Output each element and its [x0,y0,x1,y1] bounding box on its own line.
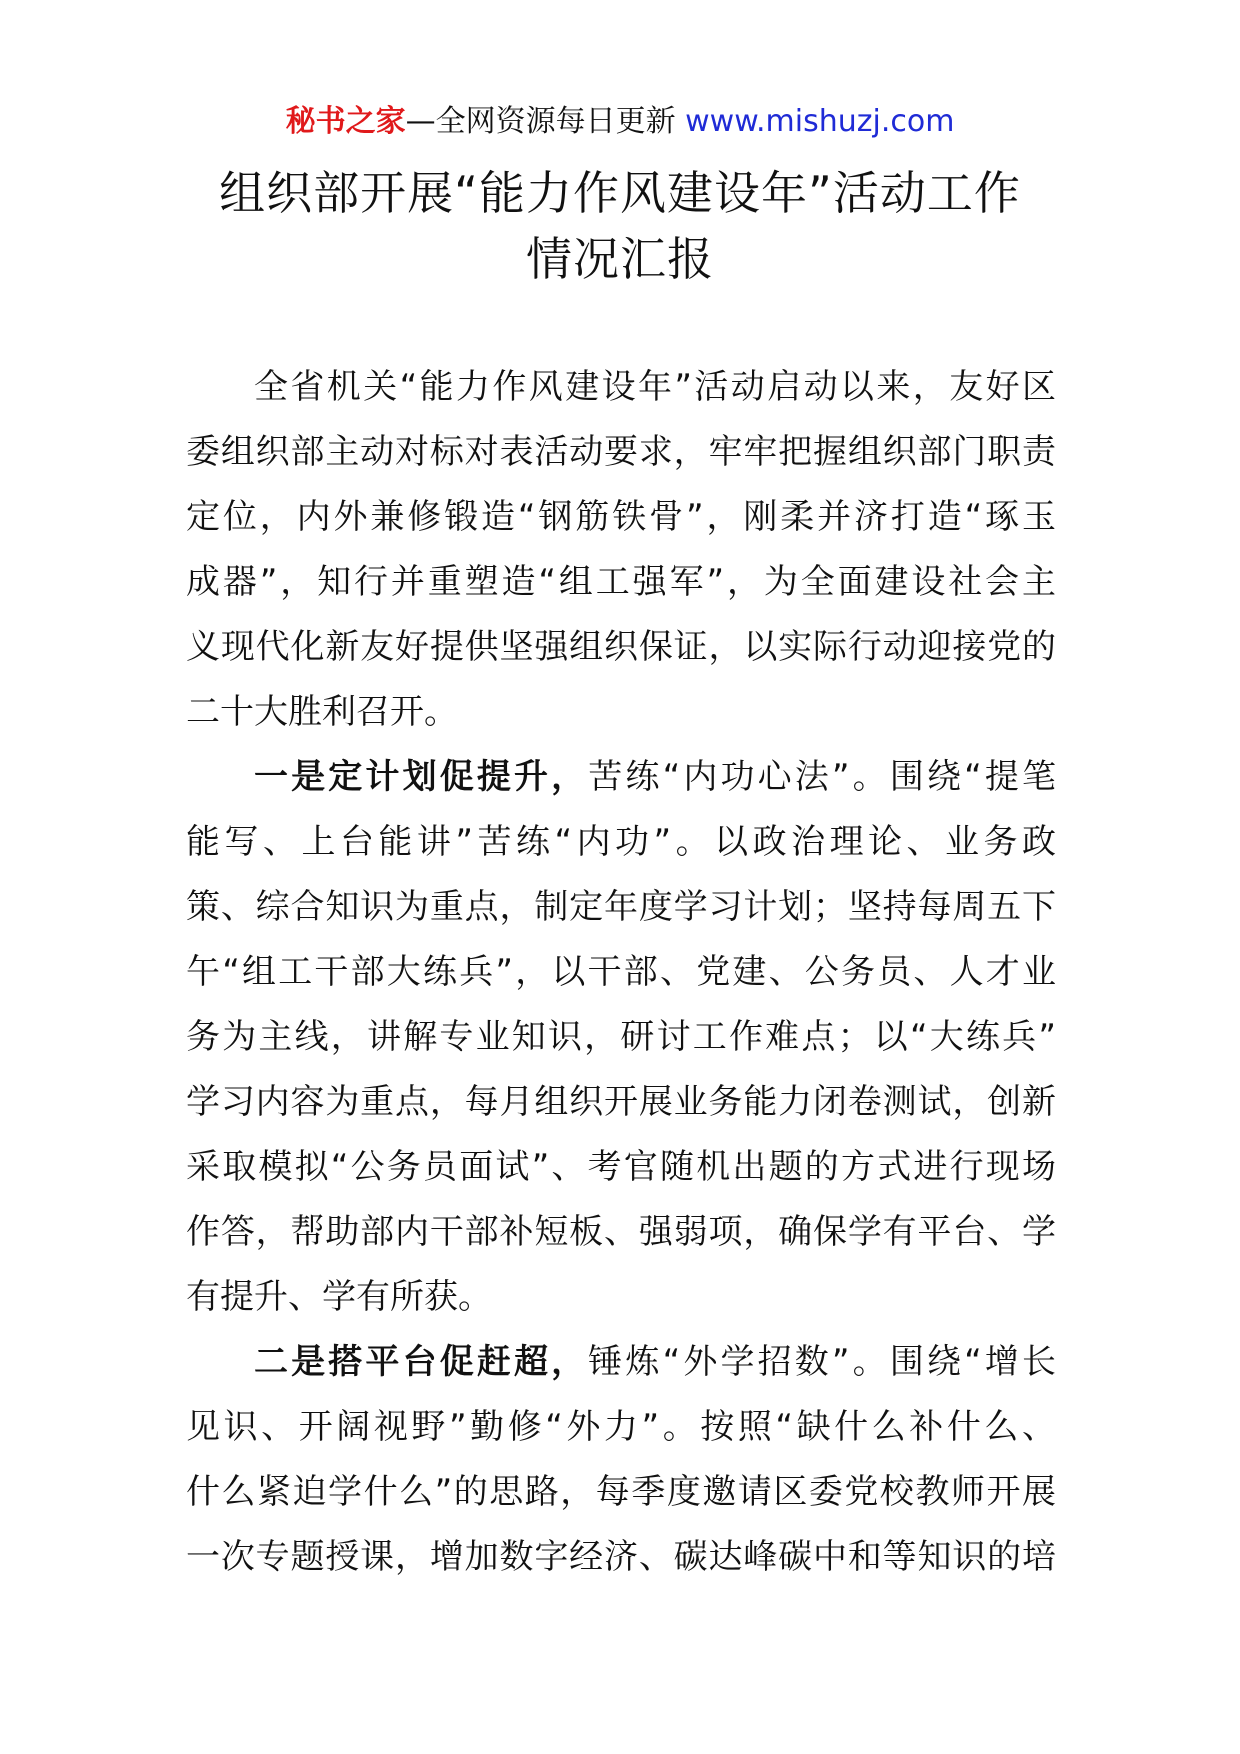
paragraph-line: 学习内容为重点，每月组织开展业务能力闭卷测试，创新 [186,1082,1056,1122]
paragraph-line: 全省机关“能力作风建设年”活动启动以来，友好区 [254,367,1056,407]
paragraph-line: 能写、上台能讲”苦练“内功”。以政治理论、业务政 [186,822,1056,862]
paragraph-section-two [186,1330,1056,1590]
section-lead-rest: 苦练“内功心法”。围绕“提笔 [588,757,1057,797]
paragraph-line: 二十大胜利召开。 [186,692,458,732]
section-lead-heading: 一是定计划促提升， [254,757,589,797]
title-line-2: 情况汇报 [526,232,714,286]
paragraph-line: 见识、开阔视野”勤修“外力”。按照“缺什么补什么、 [186,1407,1056,1447]
paragraph-first-line [186,1330,1056,1395]
paragraph-line: 有提升、学有所获。 [186,1277,492,1317]
paragraph-line: 务为主线，讲解专业知识，研讨工作难点；以“大练兵” [186,1017,1056,1057]
site-header [0,100,1240,144]
paragraph-line: 策、综合知识为重点，制定年度学习计划；坚持每周五下 [186,887,1056,927]
header-slogan: —全网资源每日更新 [405,104,676,139]
paragraph-line: 委组织部主动对标对表活动要求，牢牢把握组织部门职责 [186,432,1056,472]
site-url-link[interactable]: www.mishuzj.com [685,104,955,139]
section-lead-rest: 锤炼“外学招数”。围绕“增长 [588,1342,1057,1382]
paragraph-intro [186,355,1056,745]
section-lead-heading: 二是搭平台促赶超， [254,1342,589,1382]
title-line-1: 组织部开展“能力作风建设年”活动工作 [219,166,1021,220]
paragraph-line: 定位，内外兼修锻造“钢筋铁骨”，刚柔并济打造“琢玉 [186,497,1056,537]
paragraph-line: 成器”，知行并重塑造“组工强军”，为全面建设社会主 [186,562,1056,602]
paragraph-line: 作答，帮助部内干部补短板、强弱项，确保学有平台、学 [186,1212,1056,1252]
paragraph-line: 午“组工干部大练兵”，以干部、党建、公务员、人才业 [186,952,1056,992]
document-title [150,160,1090,292]
document-body [186,355,1056,1590]
paragraph-line: 采取模拟“公务员面试”、考官随机出题的方式进行现场 [186,1147,1056,1187]
paragraph-line: 什么紧迫学什么”的思路，每季度邀请区委党校教师开展 [186,1472,1056,1512]
paragraph-first-line [186,745,1056,810]
paragraph-line: 一次专题授课，增加数字经济、碳达峰碳中和等知识的培 [186,1537,1056,1577]
paragraph-line: 义现代化新友好提供坚强组织保证，以实际行动迎接党的 [186,627,1056,667]
brand-name: 秘书之家 [285,104,406,139]
paragraph-section-one [186,745,1056,1330]
